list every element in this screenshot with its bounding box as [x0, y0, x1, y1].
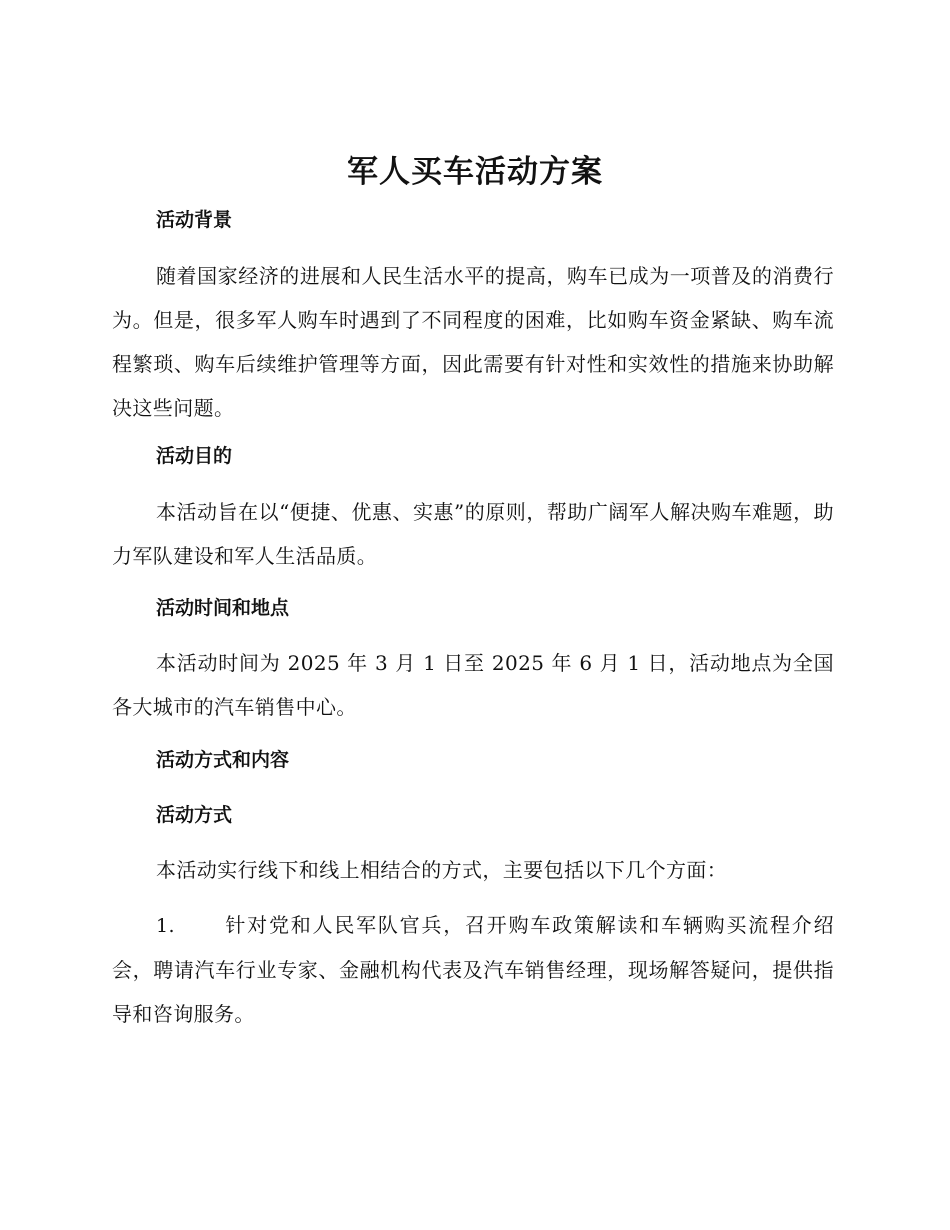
list-item: [112, 903, 834, 1036]
paragraph-method: 本活动实行线下和线上相结合的方式，主要包括以下几个方面：: [156, 858, 728, 882]
section-heading-time-place: 活动时间和地点: [156, 597, 290, 619]
section-heading-background: 活动背景: [156, 209, 233, 231]
list-item-text: 针对党和人民军队官兵，召开购车政策解读和车辆购买流程介绍会，聘请汽车行业专家、金融机构代表及汽车销售经理，现场解答疑问，提供指导和咨询服务。: [112, 913, 834, 1026]
paragraph-purpose: 本活动旨在以“便捷、优惠、实惠”的原则，帮助广阔军人解决购车难题，助力军队建设和军人生活品质。: [112, 500, 834, 568]
section-heading-purpose: 活动目的: [156, 445, 233, 467]
section-heading-method: 活动方式: [156, 804, 233, 826]
list-item-number: 1.: [156, 915, 175, 937]
paragraph-time-place: 本活动时间为 2025 年 3 月 1 日至 2025 年 6 月 1 日，活动地点为全国各大城市的汽车销售中心。: [112, 651, 834, 719]
section-heading-method-content: 活动方式和内容: [156, 749, 290, 771]
document-title: 军人买车活动方案: [347, 154, 603, 190]
paragraph-background: 随着国家经济的进展和人民生活水平的提高，购车已成为一项普及的消费行为。但是，很多军人购车时遇到了不同程度的困难，比如购车资金紧缺、购车流程繁琐、购车后续维护管理等方面，因此需要有针对性和实效性的措施来协助解决这些问题。: [112, 264, 834, 420]
